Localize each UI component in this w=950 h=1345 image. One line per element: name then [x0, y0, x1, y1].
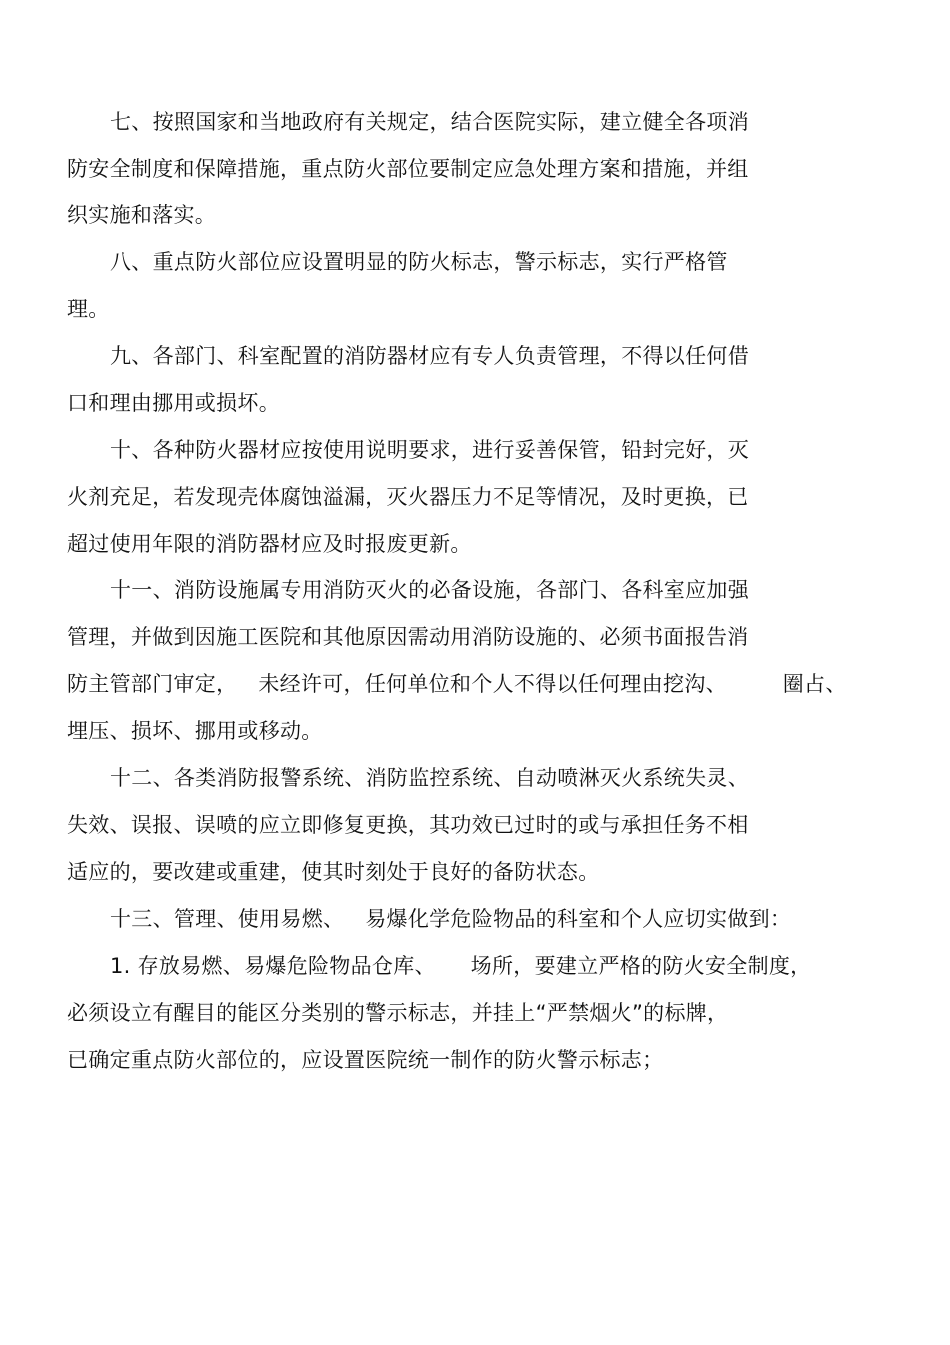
paragraph-12-line-2: 失效、误报、误喷的应立即修复更换，其功效已过时的或与承担任务不相	[67, 813, 749, 837]
paragraph-8-line-2: 理。	[67, 297, 110, 321]
paragraph-11-line-3: 防主管部门审定， 未经许可，任何单位和个人不得以任何理由挖沟、 圈占、	[67, 672, 847, 696]
paragraph-7-line-1: 七、按照国家和当地政府有关规定，结合医院实际，建立健全各项消	[110, 110, 749, 134]
paragraph-7-line-2: 防安全制度和保障措施，重点防火部位要制定应急处理方案和措施，并组	[67, 157, 749, 181]
paragraph-10-line-3: 超过使用年限的消防器材应及时报废更新。	[67, 532, 472, 556]
item-1-line-2: 必须设立有醒目的能区分类别的警示标志，并挂上“严禁烟火”的标牌，	[67, 1001, 729, 1025]
paragraph-11-line-1: 十一、消防设施属专用消防灭火的必备设施，各部门、各科室应加强	[110, 578, 749, 602]
paragraph-10-line-2: 火剂充足，若发现壳体腐蚀溢漏，灭火器压力不足等情况，及时更换，已	[67, 485, 749, 509]
paragraph-8-line-1: 八、重点防火部位应设置明显的防火标志，警示标志，实行严格管	[110, 250, 728, 274]
item-1-line-1: 1. 存放易燃、易爆危险物品仓库、 场所，要建立严格的防火安全制度，	[110, 954, 812, 978]
paragraph-12-line-1: 十二、各类消防报警系统、消防监控系统、自动喷淋灭火系统失灵、	[110, 766, 749, 790]
paragraph-12-line-3: 适应的，要改建或重建，使其时刻处于良好的备防状态。	[67, 860, 600, 884]
paragraph-11-line-4: 埋压、损坏、挪用或移动。	[67, 719, 323, 743]
paragraph-13-line-1: 十三、管理、使用易燃、 易爆化学危险物品的科室和个人应切实做到：	[110, 907, 792, 931]
paragraph-11-line-2: 管理，并做到因施工医院和其他原因需动用消防设施的、必须书面报告消	[67, 625, 749, 649]
paragraph-9-line-1: 九、各部门、科室配置的消防器材应有专人负责管理，不得以任何借	[110, 344, 749, 368]
paragraph-10-line-1: 十、各种防火器材应按使用说明要求，进行妥善保管，铅封完好，灭	[110, 438, 749, 462]
paragraph-7-line-3: 织实施和落实。	[67, 203, 217, 227]
paragraph-9-line-2: 口和理由挪用或损坏。	[67, 391, 280, 415]
item-1-line-3: 已确定重点防火部位的，应设置医院统一制作的防火警示标志；	[67, 1048, 664, 1072]
